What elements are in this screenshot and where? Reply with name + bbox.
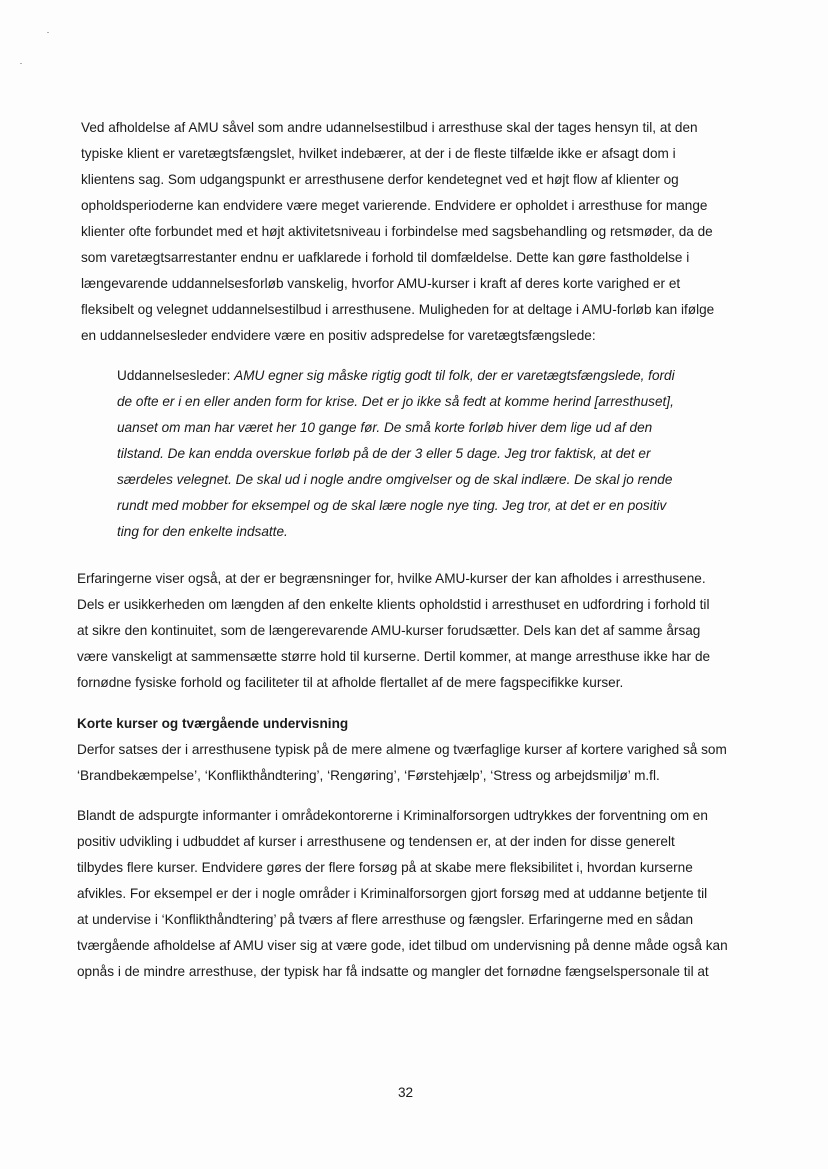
quote-line: tilstand. De kan endda overskue forløb på de der 3 eller 5 dage. Jeg tror faktisk, at det er xyxy=(117,446,651,461)
scan-speck xyxy=(20,63,22,64)
text-line: klientens sag. Som udgangspunkt er arresthusene derfor kendetegnet ved et højt flow af klienter og xyxy=(81,172,679,187)
text-line: afvikles. For eksempel er der i nogle områder i Kriminalforsorgen gjort forsøg med at uddanne betjente til xyxy=(77,886,708,901)
quote-line: særdeles velegnet. De skal ud i nogle andre omgivelser og de skal indlære. De skal jo rende xyxy=(117,472,673,487)
text-line: længevarende uddannelsesforløb vanskelig, hvorfor AMU-kurser i kraft af deres korte varighed er et xyxy=(81,276,681,291)
text-line: klienter ofte forbundet med et højt aktivitetsniveau i forbindelse med sagsbehandling og retsmøder, da de xyxy=(81,224,713,239)
text-line: Blandt de adspurgte informanter i områdekontorerne i Kriminalforsorgen udtrykkes der forventning om en xyxy=(77,808,708,823)
text-line: opholdsperioderne kan endvidere være meget varierende. Endvidere er opholdet i arresthuse for mange xyxy=(81,198,708,213)
text-line: som varetægtsarrestanter endnu er uafklarede i forhold til domfældelse. Dette kan gøre fastholdelse i xyxy=(81,250,690,265)
text-line: være vanskeligt at sammensætte større hold til kurserne. Dertil kommer, at mange arresthuse ikke har de xyxy=(77,649,711,664)
quote-line: uanset om man har været her 10 gange før. De små korte forløb hiver dem lige ud af den xyxy=(117,420,653,435)
quote-line: rundt med mobber for eksempel og de skal lære nogle nye ting. Jeg tror, at det er en positiv xyxy=(117,498,667,513)
text-line: Dels er usikkerheden om længden af den enkelte klients opholdstid i arresthuset en udfordring i forhold til xyxy=(77,597,710,612)
text-line: Erfaringerne viser også, at der er begrænsninger for, hvilke AMU-kurser der kan afholdes i arresthusene. xyxy=(77,571,706,586)
text-line: positiv udvikling i udbuddet af kurser i arresthusene og tendensen er, at der inden for disse generelt xyxy=(77,834,675,849)
text-line: en uddannelsesleder endvidere være en positiv adspredelse for varetægtsfængslede: xyxy=(81,328,596,343)
quote-line: ting for den enkelte indsatte. xyxy=(117,524,288,539)
text-line: at sikre den kontinuitet, som de længerevarende AMU-kurser forudsætter. Dels kan det af samme årsag xyxy=(77,623,701,638)
section-heading: Korte kurser og tværgående undervisning xyxy=(77,716,349,731)
text-line: Ved afholdelse af AMU såvel som andre udannelsestilbud i arresthuse skal der tages hensyn til, at den xyxy=(81,120,698,135)
quote-line: de ofte er i en eller anden form for krise. Det er jo ikke så fedt at komme herind [arresthuset], xyxy=(117,394,674,409)
text-line: opnås i de mindre arresthuse, der typisk har få indsatte og mangler det fornødne fængselspersonale til at xyxy=(77,964,709,979)
text-line: tilbydes flere kurser. Endvidere gøres der flere forsøg på at skabe mere fleksibilitet i, hvordan kurserne xyxy=(77,860,693,875)
scan-speck xyxy=(47,32,49,33)
quote-first-line xyxy=(117,367,675,385)
text-line: fleksibelt og velegnet uddannelsestilbud i arresthusene. Muligheden for at deltage i AMU-forløb kan ifølge xyxy=(81,302,715,317)
text-line: at undervise i ‘Konflikthåndtering’ på tværs af flere arresthuse og fængsler. Erfaringerne med en sådan xyxy=(77,912,694,927)
quote-speaker: Uddannelsesleder: xyxy=(117,368,231,383)
text-line: ‘Brandbekæmpelse’, ‘Konflikthåndtering’, ‘Rengøring’, ‘Førstehjælp’, ‘Stress og arbejdsmiljø’ m.fl. xyxy=(77,768,660,783)
quote-text: AMU egner sig måske rigtig godt til folk, der er varetægtsfængslede, fordi xyxy=(234,368,675,383)
text-line: tværgående afholdelse af AMU viser sig at være gode, idet tilbud om undervisning på denne måde også kan xyxy=(77,938,728,953)
page-number: 32 xyxy=(398,1085,414,1100)
text-line: typiske klient er varetægtsfængslet, hvilket indebærer, at der i de fleste tilfælde ikke er afsagt dom i xyxy=(81,146,676,161)
text-line: fornødne fysiske forhold og faciliteter til at afholde flertallet af de mere fagspecifikke kurser. xyxy=(77,675,624,690)
text-line: Derfor satses der i arresthusene typisk på de mere almene og tværfaglige kurser af kortere varighed så som xyxy=(77,742,727,757)
